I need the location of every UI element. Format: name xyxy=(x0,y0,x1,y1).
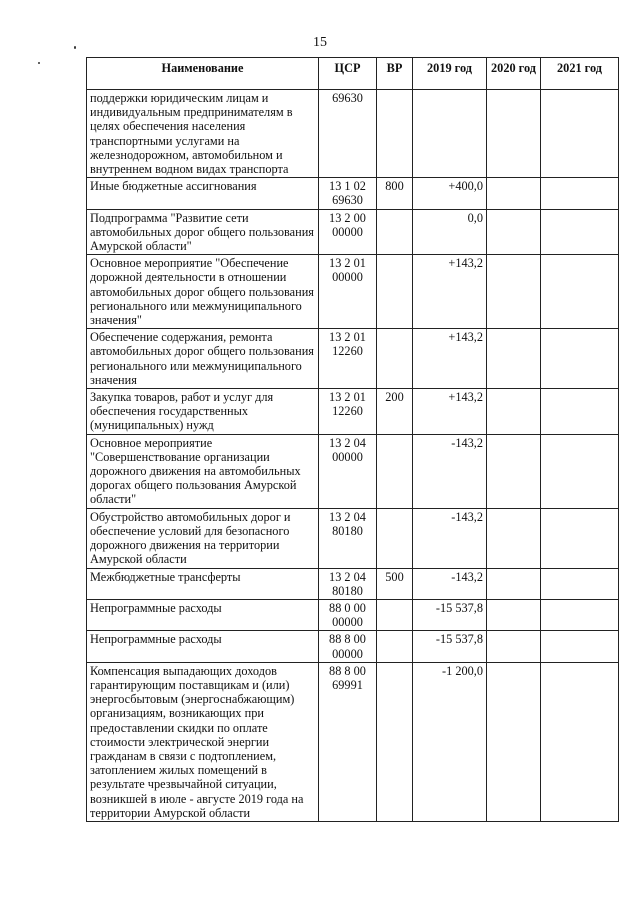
cell-2019 xyxy=(413,90,487,178)
cell-vr xyxy=(377,631,413,662)
header-2021: 2021 год xyxy=(541,58,619,90)
cell-2019: -15 537,8 xyxy=(413,631,487,662)
cell-vr xyxy=(377,90,413,178)
header-2019: 2019 год xyxy=(413,58,487,90)
cell-name: Обеспечение содержания, ремонта автомобильных дорог общего пользования регионального или межмуниципального значения xyxy=(87,329,319,389)
cell-vr xyxy=(377,508,413,568)
table-row xyxy=(87,389,619,435)
table-row xyxy=(87,434,619,508)
table-row xyxy=(87,178,619,209)
cell-2019: +143,2 xyxy=(413,255,487,329)
cell-2019: 0,0 xyxy=(413,209,487,255)
cell-2019: -143,2 xyxy=(413,434,487,508)
cell-name: Компенсация выпадающих доходов гарантирующим поставщикам и (или) энергосбытовым (энергоснабжающим) организациям, возникающих при предоставлении скидки по оплате стоимости электрической энергии гражданам в связи с подтоплением, затоплением жилых помещений в результате чрезвычайной ситуации, возникшей в июле - августе 2019 года на территории Амурской области xyxy=(87,662,319,821)
cell-2020 xyxy=(487,389,541,435)
table-row xyxy=(87,90,619,178)
cell-vr: 500 xyxy=(377,568,413,599)
cell-2021 xyxy=(541,389,619,435)
cell-csr: 13 1 02 69630 xyxy=(319,178,377,209)
cell-2020 xyxy=(487,329,541,389)
cell-csr: 13 2 01 12260 xyxy=(319,389,377,435)
cell-name: Непрограммные расходы xyxy=(87,631,319,662)
cell-csr: 13 2 04 80180 xyxy=(319,568,377,599)
scan-speck xyxy=(74,46,76,49)
cell-vr xyxy=(377,599,413,630)
cell-2021 xyxy=(541,255,619,329)
scan-speck xyxy=(38,62,40,64)
cell-csr: 13 2 01 12260 xyxy=(319,329,377,389)
cell-csr: 88 8 00 69991 xyxy=(319,662,377,821)
table-header-row xyxy=(87,58,619,90)
header-csr: ЦСР xyxy=(319,58,377,90)
cell-2020 xyxy=(487,508,541,568)
table-body xyxy=(87,90,619,822)
cell-2020 xyxy=(487,178,541,209)
cell-2021 xyxy=(541,599,619,630)
cell-name: Межбюджетные трансферты xyxy=(87,568,319,599)
cell-vr: 800 xyxy=(377,178,413,209)
cell-2020 xyxy=(487,599,541,630)
cell-2021 xyxy=(541,662,619,821)
cell-2020 xyxy=(487,662,541,821)
cell-2021 xyxy=(541,568,619,599)
cell-csr: 13 2 04 00000 xyxy=(319,434,377,508)
cell-csr: 88 0 00 00000 xyxy=(319,599,377,630)
cell-name: Основное мероприятие "Совершенствование организации дорожного движения на автомобильных дорогах общего пользования Амурской области" xyxy=(87,434,319,508)
cell-2021 xyxy=(541,508,619,568)
cell-csr: 13 2 00 00000 xyxy=(319,209,377,255)
cell-2019: -1 200,0 xyxy=(413,662,487,821)
cell-2019: -143,2 xyxy=(413,568,487,599)
cell-2020 xyxy=(487,434,541,508)
cell-vr xyxy=(377,662,413,821)
cell-name: Обустройство автомобильных дорог и обеспечение условий для безопасного дорожного движения на территории Амурской области xyxy=(87,508,319,568)
cell-2020 xyxy=(487,90,541,178)
cell-vr xyxy=(377,329,413,389)
table-row xyxy=(87,662,619,821)
cell-vr xyxy=(377,255,413,329)
cell-csr: 88 8 00 00000 xyxy=(319,631,377,662)
cell-vr: 200 xyxy=(377,389,413,435)
budget-table xyxy=(86,57,619,822)
cell-2019: +143,2 xyxy=(413,329,487,389)
cell-2020 xyxy=(487,209,541,255)
table-row xyxy=(87,209,619,255)
table-row xyxy=(87,568,619,599)
table-row xyxy=(87,599,619,630)
page-number: 15 xyxy=(313,35,327,50)
cell-2021 xyxy=(541,90,619,178)
cell-name: Основное мероприятие "Обеспечение дорожной деятельности в отношении автомобильных дорог общего пользования регионального или межмуниципального значения" xyxy=(87,255,319,329)
cell-2021 xyxy=(541,434,619,508)
cell-name: поддержки юридическим лицам и индивидуальным предпринимателям в целях обеспечения населения транспортными услугами на железнодорожном, автомобильном и внутреннем водном видах транспорта xyxy=(87,90,319,178)
cell-2021 xyxy=(541,631,619,662)
header-vr: ВР xyxy=(377,58,413,90)
cell-2020 xyxy=(487,568,541,599)
cell-2021 xyxy=(541,178,619,209)
table-row xyxy=(87,631,619,662)
cell-2019: +400,0 xyxy=(413,178,487,209)
cell-name: Иные бюджетные ассигнования xyxy=(87,178,319,209)
cell-2020 xyxy=(487,631,541,662)
cell-csr: 69630 xyxy=(319,90,377,178)
cell-2019: -15 537,8 xyxy=(413,599,487,630)
header-name: Наименование xyxy=(87,58,319,90)
cell-2021 xyxy=(541,209,619,255)
cell-2019: +143,2 xyxy=(413,389,487,435)
cell-2020 xyxy=(487,255,541,329)
header-2020: 2020 год xyxy=(487,58,541,90)
cell-vr xyxy=(377,434,413,508)
table-row xyxy=(87,329,619,389)
cell-2019: -143,2 xyxy=(413,508,487,568)
cell-name: Непрограммные расходы xyxy=(87,599,319,630)
cell-name: Подпрограмма "Развитие сети автомобильных дорог общего пользования Амурской области" xyxy=(87,209,319,255)
cell-csr: 13 2 04 80180 xyxy=(319,508,377,568)
cell-2021 xyxy=(541,329,619,389)
table-row xyxy=(87,255,619,329)
cell-vr xyxy=(377,209,413,255)
cell-name: Закупка товаров, работ и услуг для обеспечения государственных (муниципальных) нужд xyxy=(87,389,319,435)
table-row xyxy=(87,508,619,568)
cell-csr: 13 2 01 00000 xyxy=(319,255,377,329)
